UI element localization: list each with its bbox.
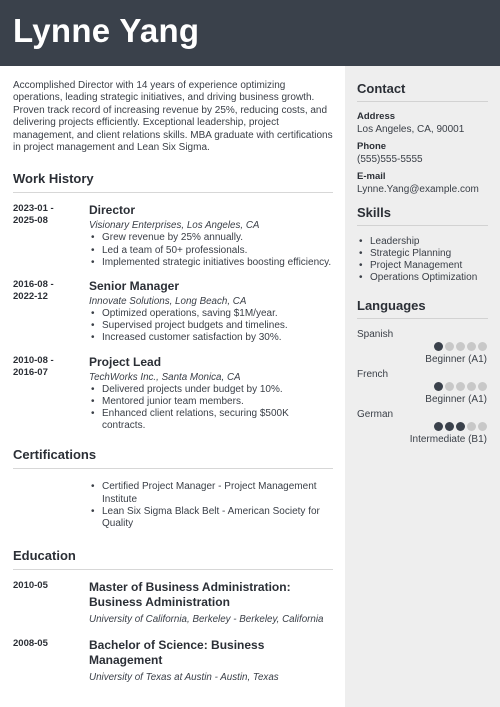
skill-item: • Strategic Planning [357,248,488,260]
rating-dot [456,382,465,391]
language-name: German [357,409,394,420]
phone-label: Phone [357,141,387,152]
job-end-date: 2022-12 [13,291,48,303]
education-date: 2010-05 [13,580,48,592]
job-bullet: • Optimized operations, saving $1M/year. [89,308,333,320]
skill-item: • Operations Optimization [357,272,488,284]
education-school: University of California, Berkeley - Berkeley, California [89,614,324,626]
education-body [89,638,333,684]
main-content [13,80,333,684]
certifications-section [13,447,333,530]
languages-list [357,329,500,449]
job-start-date: 2010-08 - [13,354,54,366]
job-body [89,203,333,269]
work-history-title: Work History [13,171,333,193]
phone-value: (555)555-5555 [357,154,423,165]
language-level: Intermediate (B1) [409,434,487,445]
address-label: Address [357,111,396,122]
job-dates [13,355,83,379]
rating-dot [467,382,476,391]
job-bullet: • Mentored junior team members. [89,396,333,408]
job-entry [13,279,333,345]
job-title: Project Lead [89,354,162,369]
education-entry [13,580,333,626]
education-degree: Master of Business Administration: Business Administration [89,580,291,610]
job-bullet: • Supervised project budgets and timelines. [89,320,333,332]
job-bullets [89,232,333,269]
language-row [357,369,500,409]
rating-dot [478,342,487,351]
certification-item: • Certified Project Manager - Project Management Institute [89,481,333,505]
skill-item: • Project Management [357,260,488,272]
job-entry [13,355,333,433]
language-rating [434,342,487,351]
rating-dot [434,382,443,391]
education-body [89,580,333,626]
candidate-name: Lynne Yang [13,12,200,49]
education-section [13,548,333,684]
job-end-date: 2025-08 [13,215,48,227]
language-name: Spanish [357,329,394,340]
skills-list [357,236,488,284]
job-bullets [89,308,333,345]
language-row [357,329,500,369]
rating-dot [467,422,476,431]
job-bullet: • Led a team of 50+ professionals. [89,245,333,257]
job-title: Director [89,203,136,218]
education-date: 2008-05 [13,638,48,650]
education-school: University of Texas at Austin - Austin, Texas [89,672,279,684]
job-company: Visionary Enterprises, Los Angeles, CA [89,220,260,232]
skills-title: Skills [357,205,488,226]
rating-dot [445,382,454,391]
certification-item: • Lean Six Sigma Black Belt - American Society for Quality [89,506,333,530]
job-dates [13,279,83,303]
languages-title: Languages [357,298,488,319]
rating-dot [467,342,476,351]
work-history-section [13,171,333,432]
job-company: TechWorks Inc., Santa Monica, CA [89,371,241,383]
job-company: Innovate Solutions, Long Beach, CA [89,296,247,308]
job-start-date: 2023-01 - [13,203,54,215]
job-title: Senior Manager [89,279,180,294]
job-bullet: • Grew revenue by 25% annually. [89,232,333,244]
rating-dot [445,422,454,431]
job-entry [13,203,333,269]
sidebar [345,66,500,707]
rating-dot [434,342,443,351]
job-start-date: 2016-08 - [13,279,54,291]
rating-dot [478,382,487,391]
certifications-list [89,481,333,530]
email-value: Lynne.Yang@example.com [357,184,479,195]
job-bullets [89,384,333,433]
certifications-title: Certifications [13,447,333,469]
job-body [89,279,333,345]
job-bullet: • Enhanced client relations, securing $500K contracts. [89,408,333,432]
job-end-date: 2016-07 [13,366,48,378]
education-degree: Bachelor of Science: Business Management [89,638,265,668]
language-level: Beginner (A1) [425,354,487,365]
language-row [357,409,500,449]
language-level: Beginner (A1) [425,394,487,405]
education-title: Education [13,548,333,570]
job-body [89,355,333,433]
language-rating [434,382,487,391]
rating-dot [478,422,487,431]
job-bullet: • Increased customer satisfaction by 30%. [89,332,333,344]
job-bullet: • Implemented strategic initiatives boosting efficiency. [89,257,333,269]
professional-summary: Accomplished Director with 14 years of experience optimizing operations, leading strategic initiatives, and driving business growth. Proven track record of increasing revenue by 25%, reducing costs, and delivering projects efficiently. Exceptional leadership, project management, and client relations skills. MBA graduate with certifications in project management and Lean Six Sigma. [13,80,333,154]
email-label: E-mail [357,171,386,182]
language-rating [434,422,487,431]
skill-item: • Leadership [357,236,488,248]
job-dates [13,203,83,227]
address-value: Los Angeles, CA, 90001 [357,124,465,135]
rating-dot [445,342,454,351]
resume-header [0,0,500,66]
rating-dot [456,422,465,431]
contact-title: Contact [357,81,488,102]
job-bullet: • Delivered projects under budget by 10%. [89,384,333,396]
rating-dot [434,422,443,431]
language-name: French [357,369,389,380]
education-entry [13,638,333,684]
rating-dot [456,342,465,351]
